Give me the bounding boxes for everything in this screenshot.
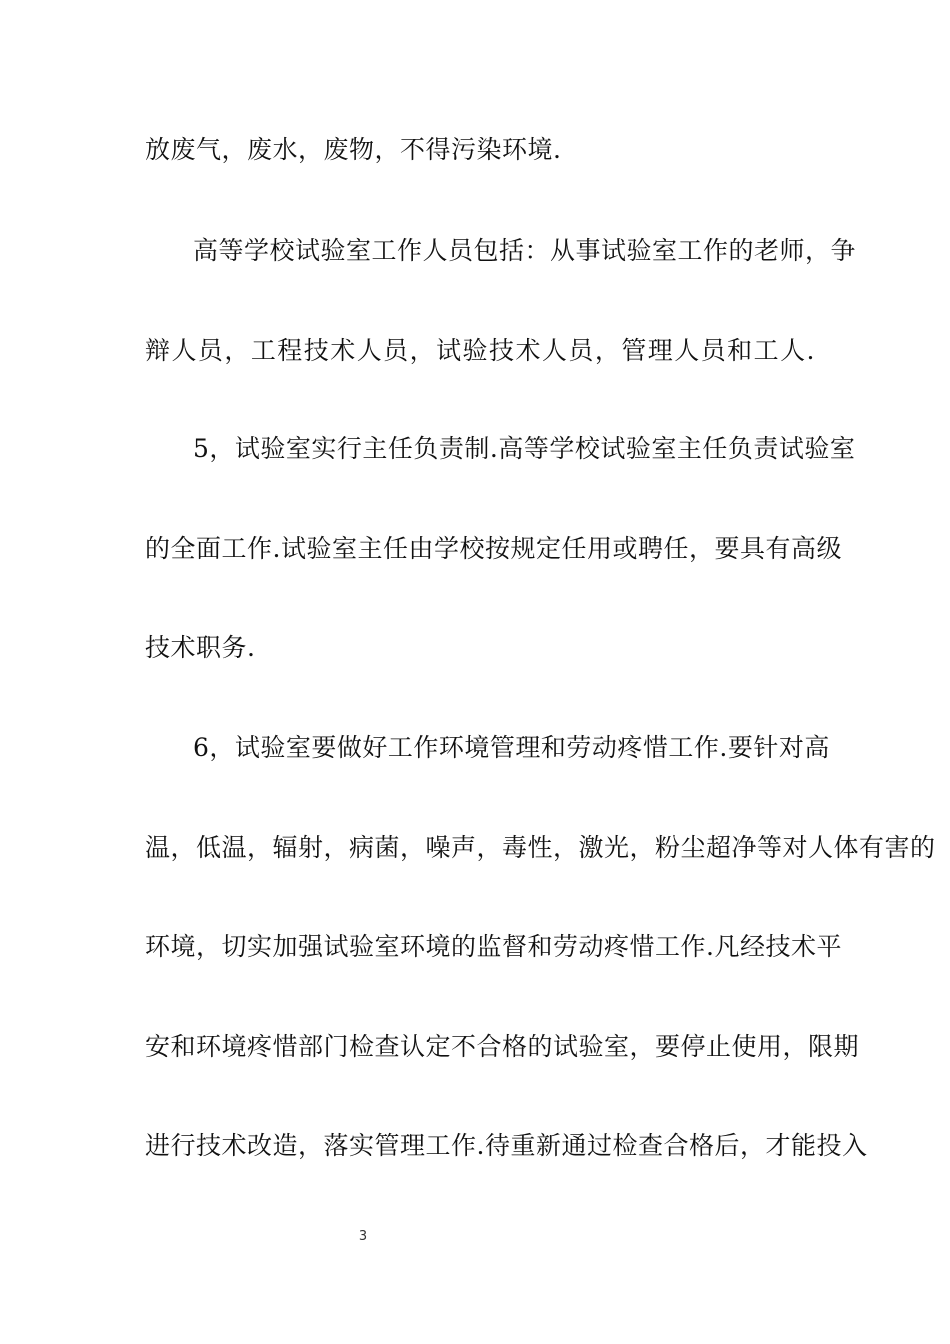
text-line-11: 进行技术改造，落实管理工作.待重新通过检查合格后，才能投入 xyxy=(145,1131,868,1160)
text-line-5: 的全面工作.试验室主任由学校按规定任用或聘任，要具有高级 xyxy=(145,534,842,563)
text-line-1: 放废气，废水，废物，不得污染环境. xyxy=(145,135,562,164)
text-line-6: 技术职务. xyxy=(145,633,256,662)
page-number: 3 xyxy=(358,1229,368,1244)
text-line-4: 5，试验室实行主任负责制.高等学校试验室主任负责试验室 xyxy=(193,434,856,463)
text-line-2: 高等学校试验室工作人员包括：从事试验室工作的老师，争 xyxy=(193,236,857,265)
text-line-9: 环境，切实加强试验室环境的监督和劳动疼惜工作.凡经技术平 xyxy=(145,932,842,961)
text-line-7: 6，试验室要做好工作环境管理和劳动疼惜工作.要针对高 xyxy=(193,733,830,762)
text-line-10: 安和环境疼惜部门检查认定不合格的试验室，要停止使用，限期 xyxy=(145,1032,860,1061)
text-line-8: 温，低温，辐射，病菌，噪声，毒性，激光，粉尘超净等对人体有害的 xyxy=(145,833,936,862)
text-line-3: 辩人员，工程技术人员，试验技术人员，管理人员和工人. xyxy=(145,336,815,365)
